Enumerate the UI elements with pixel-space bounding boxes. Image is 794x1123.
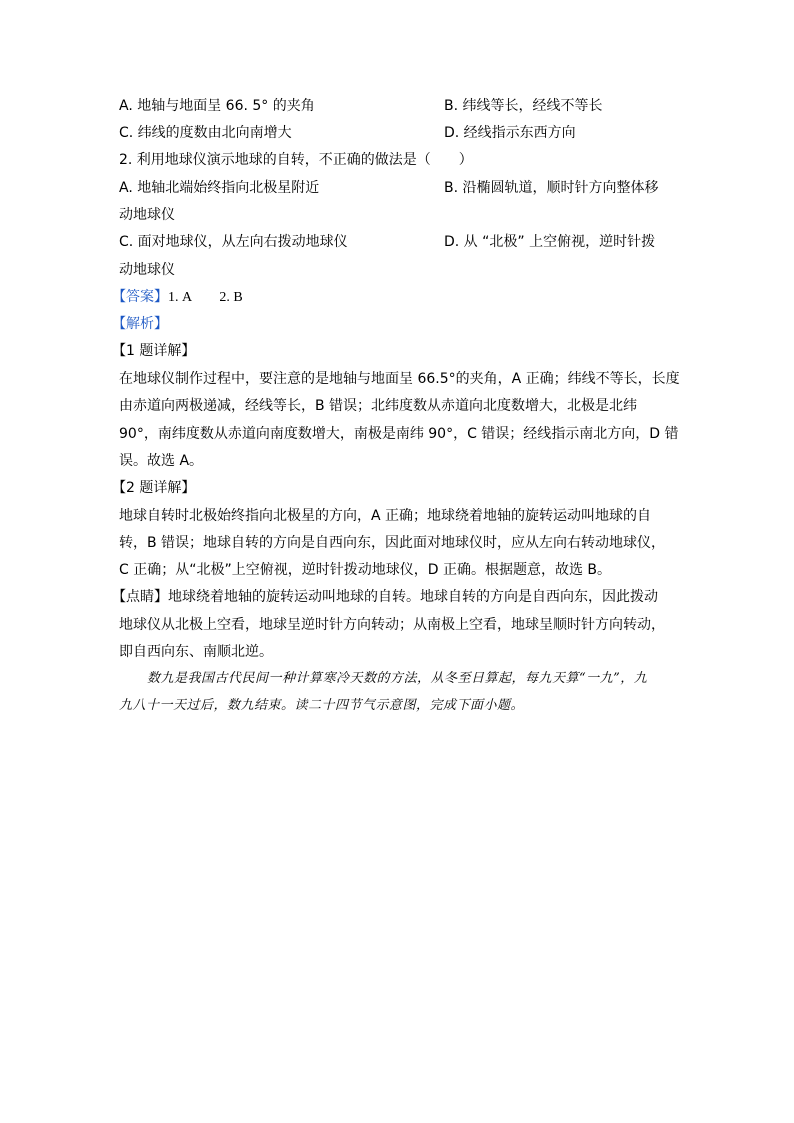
q1-option-a: A. 地轴与地面呈 66. 5° 的夹角 [119,98,315,114]
q1-option-c: C. 纬线的度数由北向南增大 [119,125,292,141]
answer-line [112,287,243,308]
detail2-tag: 【2 题详解】 [112,480,196,496]
q1-option-d: D. 经线指示东西方向 [444,125,576,141]
note-line: 地球仪从北极上空看，地球呈逆时针方向转动；从南极上空看，地球呈顺时针方向转动， [119,617,665,633]
detail1-line: 在地球仪制作过程中，要注意的是地轴与地面呈 66.5°的夹角，A 正确；纬线不等长，长度 [119,371,680,387]
q1-option-b: B. 纬线等长，经线不等长 [444,98,603,114]
intro-line1: 数九是我国古代民间一种计算寒冷天数的方法，从冬至日算起，每九天算“一九”，九 [147,671,648,686]
q2-option-c: C. 面对地球仪，从左向右拨动地球仪 [119,234,348,250]
detail2-line: C 正确；从“北极”上空俯视，逆时针拨动地球仪，D 正确。根据题意，故选 B。 [119,562,612,578]
q2-option-b-line1: B. 沿椭圆轨道，顺时针方向整体移 [444,180,659,196]
q2-option-d-line2: 动地球仪 [119,262,175,278]
detail1-line: 90°，南纬度数从赤道向南度数增大，南极是南纬 90°，C 错误；经线指示南北方向，D 错 [119,426,679,442]
note-first-line [112,587,658,607]
detail1-tag: 【1 题详解】 [112,343,196,359]
q2-option-a: A. 地轴北端始终指向北极星附近 [119,180,320,196]
intro-line2: 九八十一天过后，数九结束。读二十四节气示意图，完成下面小题。 [119,698,525,713]
detail1-line: 由赤道向两极递减，经线等长，B 错误；北纬度数从赤道向北度数增大，北极是北纬 [119,398,638,414]
note-line: 即自西向东、南顺北逆。 [119,644,273,660]
detail1-line: 误。故选 A。 [119,453,204,469]
q2-option-b-line2: 动地球仪 [119,207,175,223]
q2-stem: 2. 利用地球仪演示地球的自转，不正确的做法是（ ） [119,152,473,168]
analysis-tag: 【解析】 [112,316,168,332]
note-tag: 【点睛】 [112,589,168,605]
note-text: 地球绕着地轴的旋转运动叫地球的自转。地球自转的方向是自西向东，因此拨动 [168,589,658,605]
answer-tag: 【答案】 [112,289,168,305]
detail2-line: 地球自转时北极始终指向北极星的方向，A 正确；地球绕着地轴的旋转运动叫地球的自 [119,508,652,524]
q2-option-d-line1: D. 从 “北极” 上空俯视，逆时针拨 [444,234,656,250]
detail2-line: 转，B 错误；地球自转的方向是自西向东，因此面对地球仪时，应从左向右转动地球仪， [119,535,666,551]
answer-text: 1. A 2. B [168,290,243,305]
